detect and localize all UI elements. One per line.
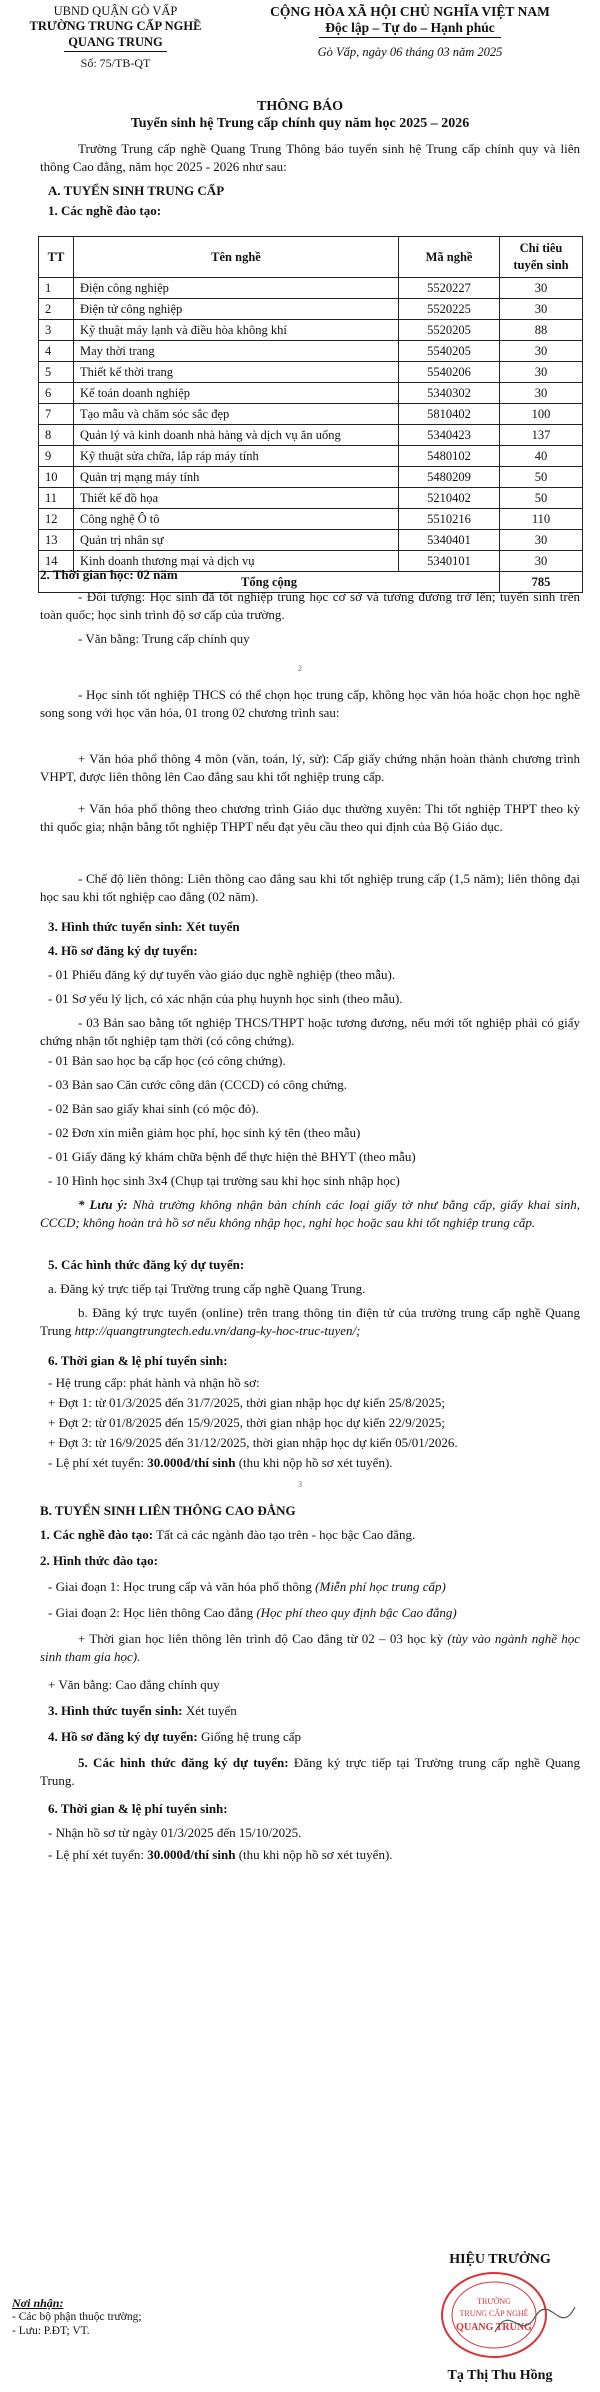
section-b-sub4-text: Giống hệ trung cấp: [197, 1729, 301, 1744]
row-ma-nghe: 5480209: [399, 467, 500, 488]
national-motto: [225, 4, 595, 60]
row-chi-tieu: 30: [500, 383, 583, 404]
row-ten-nghe: Thiết kế thời trang: [74, 362, 399, 383]
table-row: [39, 362, 583, 383]
row-chi-tieu: 50: [500, 467, 583, 488]
row-ma-nghe: 5810402: [399, 404, 500, 425]
row-ma-nghe: 5340101: [399, 551, 500, 572]
col-chi-tieu: [500, 237, 583, 278]
row-ten-nghe: Công nghệ Ô tô: [74, 509, 399, 530]
document-title: [0, 98, 600, 132]
gd1-note: (Miễn phí học trung cấp): [315, 1579, 446, 1594]
table-header-row: [39, 237, 583, 278]
programs-table: [38, 236, 583, 593]
section-b-sub5-label: 5. Các hình thức đăng ký dự tuyển:: [78, 1755, 289, 1770]
col-ma-nghe: Mã nghề: [399, 237, 500, 278]
section-a-heading: A. TUYỂN SINH TRUNG CẤP: [48, 183, 225, 198]
hoso-item: - 01 Giấy đăng ký khám chữa bệnh để thực hiện thẻ BHYT (theo mẫu): [48, 1149, 416, 1164]
title-sub: Tuyển sinh hệ Trung cấp chính quy năm học 2025 – 2026: [130, 116, 470, 131]
row-ma-nghe: 5520227: [399, 278, 500, 299]
dang-ky-a: a. Đăng ký trực tiếp tại Trường trung cấp nghề Quang Trung.: [48, 1281, 366, 1296]
row-ma-nghe: 5540205: [399, 341, 500, 362]
row-chi-tieu: 30: [500, 299, 583, 320]
table-row: [39, 446, 583, 467]
table-row: [39, 488, 583, 509]
thoi-gian-lien-thong: [40, 1630, 580, 1666]
row-ten-nghe: Quản trị mạng máy tính: [74, 467, 399, 488]
le-phi-label: - Lệ phí xét tuyển:: [48, 1455, 148, 1470]
seal-text-2: TRUNG CẤP NGHỀ: [459, 2309, 529, 2318]
gd2-text: - Giai đoạn 2: Học liên thông Cao đẳng: [48, 1605, 254, 1620]
table-row: [39, 467, 583, 488]
row-ten-nghe: May thời trang: [74, 341, 399, 362]
nation-name: CỘNG HÒA XÃ HỘI CHỦ NGHĨA VIỆT NAM: [270, 4, 550, 19]
page-number-3: 3: [298, 1480, 302, 1489]
signer-name: Tạ Thị Thu Hồng: [447, 2368, 553, 2383]
luu-y-label: * Lưu ý:: [78, 1197, 128, 1212]
luu-y: [40, 1196, 580, 1232]
giai-doan-2: [48, 1604, 580, 1622]
tg-item: + Đợt 3: từ 16/9/2025 đến 31/12/2025, thời gian nhập học dự kiến 05/01/2026.: [48, 1435, 458, 1450]
table-row: [39, 320, 583, 341]
dang-ky-b-text: b. Đăng ký trực tuyến (online) trên trang thông tin điện tử của trường trung cấp nghề Quang Trung: [40, 1305, 580, 1338]
table-row: [39, 425, 583, 446]
signer-role: HIỆU TRƯỞNG: [449, 2252, 551, 2267]
table-row: [39, 299, 583, 320]
row-ten-nghe: Tạo mẫu và chăm sóc sắc đẹp: [74, 404, 399, 425]
section-a-sub6: 6. Thời gian & lệ phí tuyển sinh:: [48, 1353, 228, 1368]
recipient-item: - Các bộ phận thuộc trường;: [12, 2311, 142, 2323]
table-row: [39, 278, 583, 299]
hoso-item: - 03 Bản sao bằng tốt nghiệp THCS/THPT hoặc tương đương, nếu mới tốt nghiệp phải có giấy chứng nhận tốt nghiệp tạm thời (có công chứng).: [40, 1015, 580, 1048]
van-bang: - Văn bằng: Trung cấp chính quy: [78, 631, 250, 646]
row-ten-nghe: Kỹ thuật máy lạnh và điều hòa không khí: [74, 320, 399, 341]
row-tt: 13: [39, 530, 74, 551]
row-ten-nghe: Kỹ thuật sửa chữa, lắp ráp máy tính: [74, 446, 399, 467]
row-tt: 6: [39, 383, 74, 404]
row-tt: 11: [39, 488, 74, 509]
tg-lt-text: + Thời gian học liên thông lên trình độ Cao đẳng từ 02 – 03 học kỳ: [78, 1631, 444, 1646]
hoso-item: - 02 Đơn xin miễn giảm học phí, học sinh ký tên (theo mẫu): [48, 1125, 361, 1140]
row-tt: 2: [39, 299, 74, 320]
row-tt: 4: [39, 341, 74, 362]
section-b-sub3-label: 3. Hình thức tuyển sinh:: [48, 1703, 183, 1718]
issuing-authority: [8, 4, 223, 71]
table-row: [39, 404, 583, 425]
section-b-heading: B. TUYỂN SINH LIÊN THÔNG CAO ĐẲNG: [40, 1503, 296, 1518]
authority-line-1: UBND QUẬN GÒ VẤP: [53, 4, 178, 18]
row-ma-nghe: 5210402: [399, 488, 500, 509]
document-number: Số: 75/TB-QT: [80, 56, 151, 70]
seal-text-1: TRƯỜNG: [477, 2297, 511, 2306]
row-tt: 3: [39, 320, 74, 341]
row-tt: 7: [39, 404, 74, 425]
authority-line-2: TRƯỜNG TRUNG CẤP NGHỀ: [29, 19, 202, 33]
row-ma-nghe: 5480102: [399, 446, 500, 467]
row-chi-tieu: 30: [500, 278, 583, 299]
document-header: [0, 4, 600, 74]
row-chi-tieu: 137: [500, 425, 583, 446]
section-b-sub3: [48, 1702, 580, 1720]
seal-text-3: QUANG TRUNG: [456, 2322, 532, 2333]
row-ten-nghe: Điện tử công nghiệp: [74, 299, 399, 320]
handwritten-signature-icon: [490, 2292, 580, 2352]
nation-motto: Độc lập – Tự do – Hạnh phúc: [319, 20, 501, 38]
gd2-note: (Học phí theo quy định bậc Cao đẳng): [256, 1605, 457, 1620]
row-ma-nghe: 5340423: [399, 425, 500, 446]
le-phi-b-label: - Lệ phí xét tuyển:: [48, 1847, 148, 1862]
row-ten-nghe: Kế toán doanh nghiệp: [74, 383, 399, 404]
hoso-item: - 01 Bản sao học bạ cấp học (có công chứng).: [48, 1053, 286, 1068]
col-chi-tieu-line1: Chỉ tiêu: [519, 241, 563, 255]
row-tt: 5: [39, 362, 74, 383]
recipients: [12, 2296, 292, 2338]
dang-ky-link[interactable]: http://quangtrungtech.edu.vn/dang-ky-hoc-truc-tuyen/;: [74, 1323, 361, 1338]
section-a-sub1: 1. Các nghề đào tạo:: [48, 203, 162, 218]
hoso-item: - 10 Hình học sinh 3x4 (Chụp tại trường sau khi học sinh nhập học): [48, 1173, 400, 1188]
giai-doan-1: [48, 1578, 580, 1596]
col-ten-nghe: Tên nghề: [74, 237, 399, 278]
vhpt-gdtx: + Văn hóa phổ thông theo chương trình Giáo dục thường xuyên: Thi tốt nghiệp THPT theo kỳ thi quốc gia; nhận bằng tốt nghiệp THPT nếu đạt yêu cầu theo qui định của Bộ Giáo dục.: [40, 801, 580, 834]
le-phi-amount: 30.000đ/thí sinh: [147, 1455, 236, 1470]
tg-item: + Đợt 1: từ 01/3/2025 đến 31/7/2025, thời gian nhập học dự kiến 25/8/2025;: [48, 1395, 445, 1410]
row-chi-tieu: 40: [500, 446, 583, 467]
row-ma-nghe: 5510216: [399, 509, 500, 530]
tg-item: + Đợt 2: từ 01/8/2025 đến 15/9/2025, thời gian nhập học dự kiến 22/9/2025;: [48, 1415, 445, 1430]
row-tt: 8: [39, 425, 74, 446]
table-row: [39, 341, 583, 362]
row-tt: 10: [39, 467, 74, 488]
row-ten-nghe: Quản trị nhân sự: [74, 530, 399, 551]
section-a-sub3: 3. Hình thức tuyển sinh: Xét tuyển: [48, 919, 240, 934]
signature-block: [410, 2252, 590, 2383]
le-phi-a: [48, 1454, 588, 1472]
table-row: [39, 383, 583, 404]
row-tt: 1: [39, 278, 74, 299]
doi-tuong: - Đối tượng: Học sinh đã tốt nghiệp trung học cơ sở và tương đương trở lên; tuyển sinh trên toàn quốc; học sinh trình độ sơ cấp của trường.: [40, 589, 580, 622]
section-b-sub5: [40, 1754, 580, 1790]
hoso-item: - 02 Bản sao giấy khai sinh (có mộc đỏ).: [48, 1101, 259, 1116]
row-tt: 9: [39, 446, 74, 467]
row-ten-nghe: Kinh doanh thương mại và dịch vụ: [74, 551, 399, 572]
section-b-sub2: 2. Hình thức đào tạo:: [40, 1553, 158, 1568]
section-a-sub5: 5. Các hình thức đăng ký dự tuyển:: [48, 1257, 245, 1272]
section-b-sub1-text: Tất cả các ngành đào tạo trên - học bậc Cao đẳng.: [153, 1527, 416, 1542]
van-bang-cd: + Văn bằng: Cao đẳng chính quy: [48, 1677, 220, 1692]
row-ten-nghe: Quản lý và kinh doanh nhà hàng và dịch vụ ăn uống: [74, 425, 399, 446]
section-a-sub2: 2. Thời gian học: 02 năm: [40, 567, 178, 582]
row-chi-tieu: 30: [500, 341, 583, 362]
le-phi-b-amount: 30.000đ/thí sinh: [147, 1847, 236, 1862]
total-label: Tổng cộng: [39, 572, 500, 593]
row-tt: 14: [39, 551, 74, 572]
section-b-sub4-label: 4. Hồ sơ đăng ký dự tuyển:: [48, 1729, 198, 1744]
section-b-sub4: [48, 1728, 580, 1746]
table-row: [39, 509, 583, 530]
tg-item: - Hệ trung cấp: phát hành và nhận hồ sơ:: [48, 1375, 260, 1390]
row-chi-tieu: 30: [500, 362, 583, 383]
row-ma-nghe: 5540206: [399, 362, 500, 383]
recipients-heading: Nơi nhận:: [12, 2296, 64, 2310]
recipient-item: - Lưu: P.ĐT; VT.: [12, 2325, 90, 2337]
section-b-sub5-text: Đăng ký trực tiếp tại Trường trung cấp nghề Quang Trung.: [40, 1755, 580, 1788]
section-b-sub6: 6. Thời gian & lệ phí tuyển sinh:: [48, 1801, 228, 1816]
hoso-item: - 03 Bản sao Căn cước công dân (CCCD) có công chứng.: [48, 1077, 347, 1092]
row-chi-tieu: 110: [500, 509, 583, 530]
section-b-sub1: [40, 1526, 580, 1544]
row-tt: 12: [39, 509, 74, 530]
tg-lt-note: (tùy vào ngành nghề học sinh tham gia học).: [40, 1631, 581, 1664]
le-phi-note: (thu khi nộp hồ sơ xét tuyển).: [235, 1455, 393, 1470]
document-date: Gò Vấp, ngày 06 tháng 03 năm 2025: [317, 45, 503, 59]
hoso-item: - 01 Phiếu đăng ký dự tuyển vào giáo dục nghề nghiệp (theo mẫu).: [48, 967, 396, 982]
row-ma-nghe: 5520205: [399, 320, 500, 341]
row-chi-tieu: 50: [500, 488, 583, 509]
hs-thcs: - Học sinh tốt nghiệp THCS có thể chọn học trung cấp, không học văn hóa hoặc chọn học nghề song song với học văn hóa, 01 trong 02 chương trình sau:: [40, 687, 580, 720]
section-b-sub3-text: Xét tuyển: [182, 1703, 237, 1718]
row-chi-tieu: 100: [500, 404, 583, 425]
vhpt-4-mon: + Văn hóa phổ thông 4 môn (văn, toán, lý, sử): Cấp giấy chứng nhận hoàn thành chương trình VHPT, được liên thông lên Cao đẳng sau khi tốt nghiệp trung cấp.: [40, 751, 580, 784]
row-ma-nghe: 5340302: [399, 383, 500, 404]
col-chi-tieu-line2: tuyển sinh: [513, 258, 569, 272]
table-row: [39, 530, 583, 551]
row-ma-nghe: 5340401: [399, 530, 500, 551]
intro-paragraph: Trường Trung cấp nghề Quang Trung Thông báo tuyển sinh hệ Trung cấp chính quy và liên thông Cao đẳng, năm học 2025 - 2026 như sau:: [40, 141, 580, 174]
row-ma-nghe: 5520225: [399, 299, 500, 320]
col-tt: TT: [39, 237, 74, 278]
row-ten-nghe: Điện công nghiệp: [74, 278, 399, 299]
dang-ky-b: [40, 1304, 580, 1340]
page-number-2: 2: [298, 664, 302, 673]
nhan-ho-so: - Nhận hồ sơ từ ngày 01/3/2025 đến 15/10/2025.: [48, 1825, 302, 1840]
title-main: THÔNG BÁO: [257, 99, 343, 114]
row-chi-tieu: 30: [500, 530, 583, 551]
row-chi-tieu: 88: [500, 320, 583, 341]
section-b-sub1-label: 1. Các nghề đào tạo:: [40, 1527, 154, 1542]
luu-y-text: Nhà trường không nhận bản chính các loại giấy tờ như bằng cấp, giấy khai sinh, CCCD; không hoàn trả hồ sơ nếu không nhập học, nghỉ học hoặc sau khi tốt nghiệp trung cấp.: [40, 1197, 581, 1230]
authority-line-3: QUANG TRUNG: [64, 35, 167, 52]
total-value: 785: [500, 572, 583, 593]
row-ten-nghe: Thiết kế đồ họa: [74, 488, 399, 509]
le-phi-b-note: (thu khi nộp hồ sơ xét tuyển).: [235, 1847, 393, 1862]
che-do-lien-thong: - Chế độ liên thông: Liên thông cao đẳng sau khi tốt nghiệp trung cấp (1,5 năm); liên thông đại học sau khi tốt nghiệp cao đẳng (02 năm).: [40, 871, 580, 904]
row-chi-tieu: 30: [500, 551, 583, 572]
section-a-sub4: 4. Hồ sơ đăng ký dự tuyển:: [48, 943, 198, 958]
hoso-item: - 01 Sơ yếu lý lịch, có xác nhận của phụ huynh học sinh (theo mẫu).: [48, 991, 403, 1006]
le-phi-b: [48, 1846, 580, 1864]
gd1-text: - Giai đoạn 1: Học trung cấp và văn hóa phổ thông: [48, 1579, 312, 1594]
